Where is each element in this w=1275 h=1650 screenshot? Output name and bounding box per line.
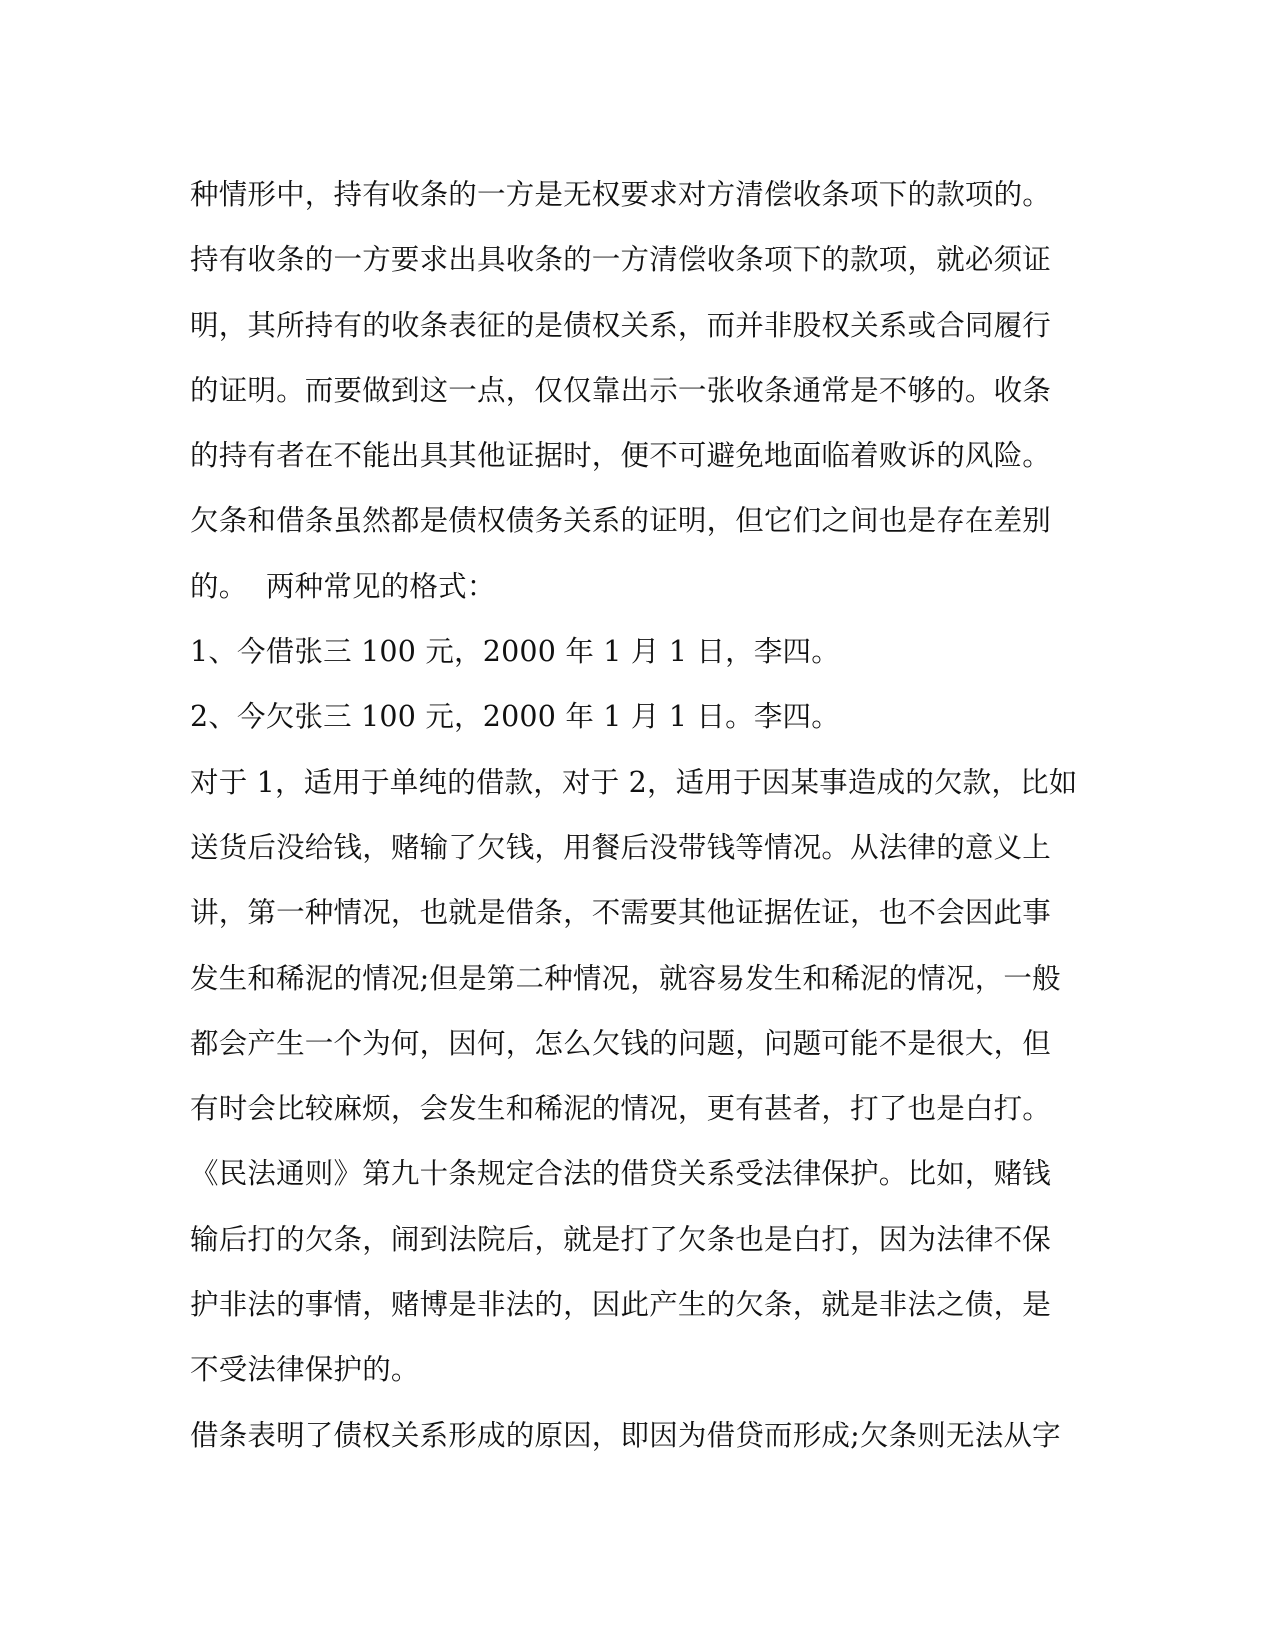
text-line-3: 明，其所持有的收条表征的是债权关系，而并非股权关系或合同履行: [190, 308, 1052, 342]
text-line-19: 不受法律保护的。: [190, 1353, 420, 1387]
text-line-18: 护非法的事情，赌博是非法的，因此产生的欠条，就是非法之债，是: [190, 1288, 1052, 1322]
text-line-15: 有时会比较麻烦，会发生和稀泥的情况，更有甚者，打了也是白打。: [190, 1092, 1052, 1126]
text-line-20: 借条表明了债权关系形成的原因，即因为借贷而形成;欠条则无法从字: [190, 1418, 1061, 1452]
text-line-8: 1、今借张三 100 元，2000 年 1 月 1 日，李四。: [190, 635, 840, 669]
text-line-9: 2、今欠张三 100 元，2000 年 1 月 1 日。李四。: [190, 700, 840, 734]
text-line-5: 的持有者在不能出具其他证据时，便不可避免地面临着败诉的风险。: [190, 439, 1052, 473]
text-line-1: 种情形中，持有收条的一方是无权要求对方清偿收条项下的款项的。: [190, 178, 1052, 211]
text-line-4: 的证明。而要做到这一点，仅仅靠出示一张收条通常是不够的。收条: [190, 373, 1052, 407]
text-line-16: 《民法通则》第九十条规定合法的借贷关系受法律保护。比如，赌钱: [190, 1157, 1052, 1191]
text-line-17: 输后打的欠条，闹到法院后，就是打了欠条也是白打，因为法律不保: [190, 1222, 1052, 1256]
text-line-14: 都会产生一个为何，因何，怎么欠钱的问题，问题可能不是很大，但: [190, 1026, 1052, 1060]
body-text: [190, 162, 1090, 1468]
text-line-13: 发生和稀泥的情况;但是第二种情况，就容易发生和稀泥的情况，一般: [190, 961, 1061, 995]
text-line-6: 欠条和借条虽然都是债权债务关系的证明，但它们之间也是存在差别: [190, 504, 1052, 538]
text-line-12: 讲，第一种情况，也就是借条，不需要其他证据佐证，也不会因此事: [190, 896, 1052, 930]
text-line-7: 的。 两种常见的格式：: [190, 569, 496, 603]
text-line-2: 持有收条的一方要求出具收条的一方清偿收条项下的款项，就必须证: [190, 243, 1052, 277]
text-line-11: 送货后没给钱，赌输了欠钱，用餐后没带钱等情况。从法律的意义上: [190, 830, 1052, 864]
text-line-10: 对于 1，适用于单纯的借款，对于 2，适用于因某事造成的欠款，比如: [190, 765, 1078, 799]
